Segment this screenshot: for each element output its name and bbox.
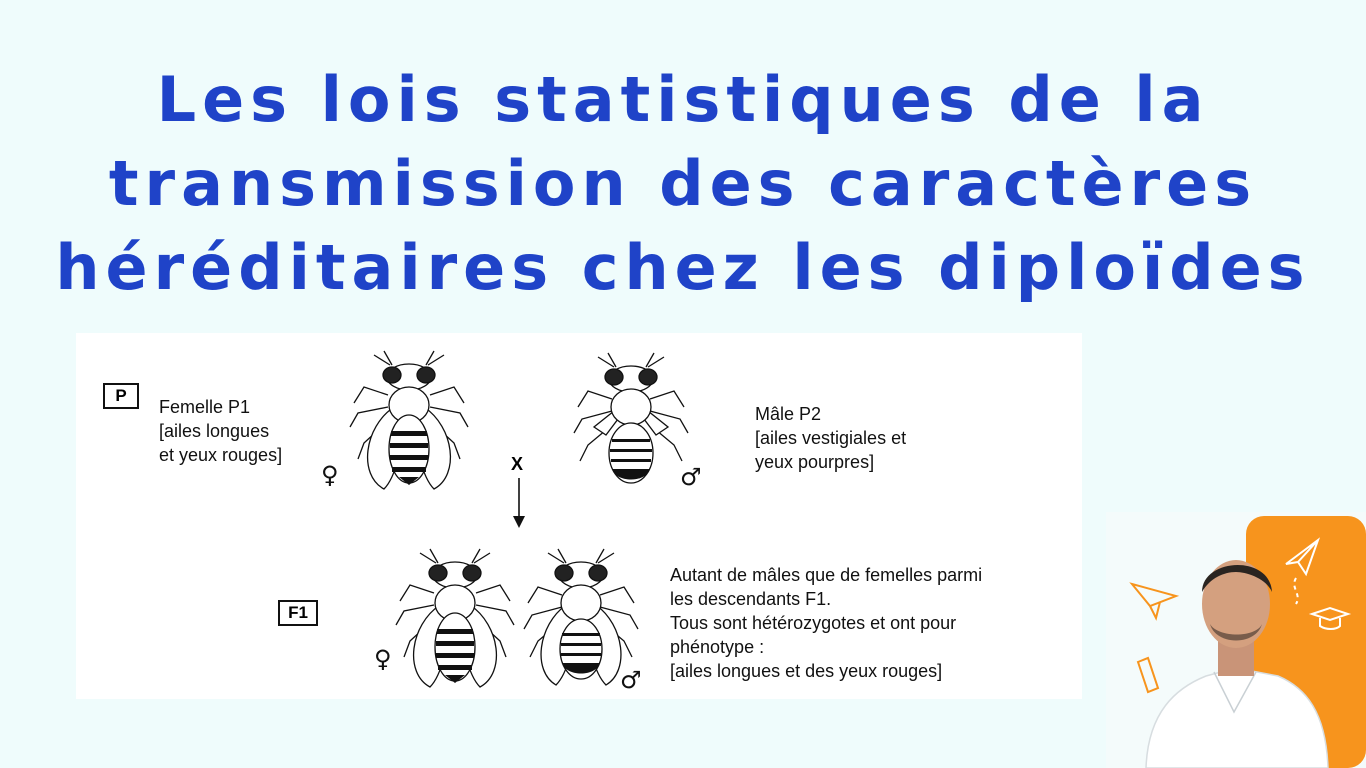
p-generation-label: P <box>103 383 139 409</box>
f1-description-line-4: phénotype : <box>670 637 765 657</box>
title-line-3: héréditaires chez les diploïdes <box>55 231 1311 304</box>
f1-description-line-2: les descendants F1. <box>670 589 832 609</box>
f1-description-line-5: [ailes longues et des yeux rouges] <box>670 661 943 681</box>
female-symbol-f1: ♀ <box>374 645 392 673</box>
paper-plane-outline-icon <box>1132 584 1176 618</box>
male-p2-description <box>755 402 906 474</box>
female-fly-p1-illustration <box>344 347 474 497</box>
male-symbol-p2: ♂ <box>680 463 702 491</box>
f1-description-line-1: Autant de mâles que de femelles parmi <box>670 565 983 585</box>
male-fly-p2-illustration <box>566 349 696 489</box>
female-p1-line-1: Femelle P1 <box>159 397 251 417</box>
f1-description-line-3: Tous sont hétérozygotes et ont pour <box>670 613 957 633</box>
male-p2-line-2: [ailes vestigiales et <box>755 428 907 448</box>
page-title <box>0 58 1366 310</box>
pencil-icon <box>1138 658 1158 692</box>
title-line-2: transmission des caractères <box>108 147 1258 220</box>
f1-generation-label: F1 <box>278 600 318 626</box>
female-fly-f1-illustration <box>390 545 520 695</box>
male-symbol-f1: ♂ <box>620 666 642 694</box>
presenter-illustration <box>1106 512 1366 768</box>
f1-description <box>670 563 982 683</box>
male-p2-line-3: yeux pourpres] <box>755 452 875 472</box>
title-line-1: Les lois statistiques de la <box>156 63 1210 136</box>
cross-diagram <box>76 333 1082 699</box>
down-arrow-icon <box>509 478 529 530</box>
female-p1-line-2: [ailes longues <box>159 421 270 441</box>
cross-symbol: X <box>511 454 524 474</box>
presenter-photo <box>1106 512 1366 768</box>
female-p1-line-3: et yeux rouges] <box>159 445 283 465</box>
female-p1-description <box>159 395 282 467</box>
male-p2-line-1: Mâle P2 <box>755 404 822 424</box>
female-symbol-p1: ♀ <box>321 461 339 489</box>
